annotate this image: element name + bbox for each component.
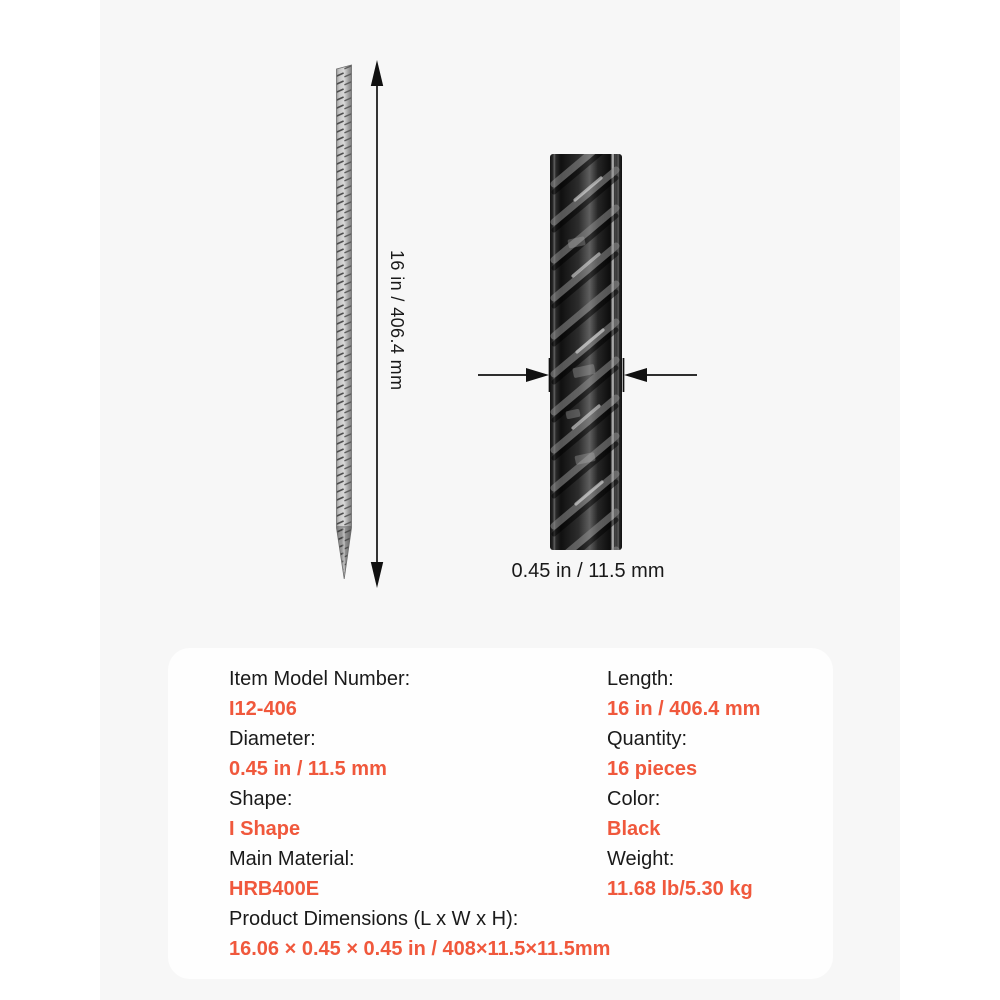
- spec-item-model-number: [229, 664, 610, 724]
- length-dimension-arrow: [368, 60, 386, 588]
- spec-color: [607, 784, 760, 844]
- spec-value: 11.68 lb/5.30 kg: [607, 878, 753, 900]
- length-dimension-label: 16 in / 406.4 mm: [387, 250, 407, 391]
- spec-label: Weight:: [607, 848, 675, 870]
- spec-panel: [168, 648, 833, 979]
- product-photo-background: [100, 0, 900, 1000]
- spec-value: 16 pieces: [607, 758, 698, 780]
- spec-column-left: [229, 664, 610, 964]
- spec-main-material: [229, 844, 610, 904]
- spec-label: Product Dimensions (L x W x H):: [229, 908, 519, 930]
- spec-label: Item Model Number:: [229, 668, 411, 690]
- spec-diameter: [229, 724, 610, 784]
- spec-column-right: [607, 664, 760, 904]
- spec-value: I12-406: [229, 698, 297, 720]
- spec-value: 16 in / 406.4 mm: [607, 698, 761, 720]
- spec-label: Main Material:: [229, 848, 355, 870]
- spec-value: Black: [607, 818, 661, 840]
- spec-quantity: [607, 724, 760, 784]
- spec-value: HRB400E: [229, 878, 320, 900]
- spec-label: Color:: [607, 788, 661, 810]
- spec-length: [607, 664, 760, 724]
- spec-label: Shape:: [229, 788, 293, 810]
- spec-label: Length:: [607, 668, 674, 690]
- rebar-stake-image: [334, 62, 354, 584]
- spec-shape: [229, 784, 610, 844]
- spec-label: Quantity:: [607, 728, 688, 750]
- spec-label: Diameter:: [229, 728, 316, 750]
- spec-value: I Shape: [229, 818, 301, 840]
- spec-value: 0.45 in / 11.5 mm: [229, 758, 387, 780]
- diameter-dimension-arrows: [478, 352, 700, 398]
- spec-weight: [607, 844, 760, 904]
- spec-product-dimensions: [229, 904, 610, 964]
- diameter-dimension-label: 0.45 in / 11.5 mm: [511, 560, 665, 582]
- spec-value: 16.06 × 0.45 × 0.45 in / 408×11.5×11.5mm: [229, 938, 611, 960]
